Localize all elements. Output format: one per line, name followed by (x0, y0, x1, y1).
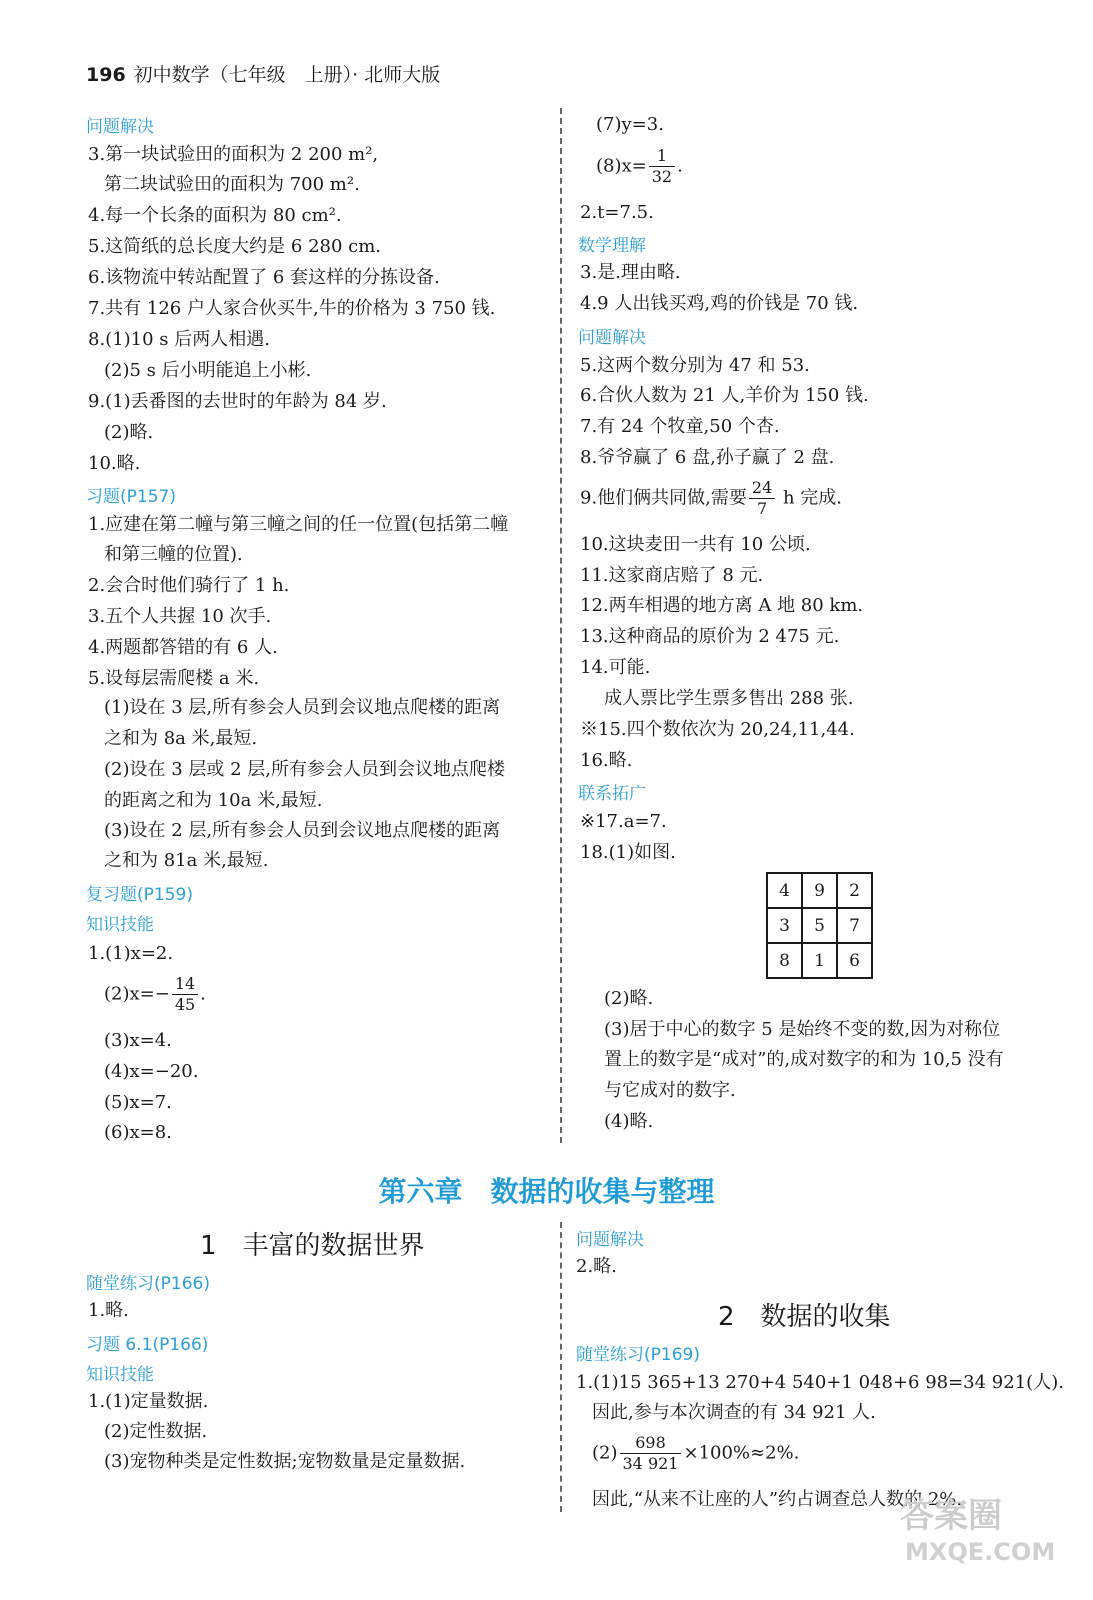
book-title: 初中数学（七年级 上册）· 北师大版 (133, 64, 441, 86)
section-title: 2 数据的收集 (718, 1302, 891, 1332)
expr-text: . (677, 155, 683, 177)
answer-line: 成人票比学生票多售出 288 张. (604, 688, 854, 709)
denominator: 7 (756, 499, 768, 518)
answer-line-fraction (580, 478, 842, 519)
answer-line: 6.该物流中转站配置了 6 套这样的分拣设备. (88, 267, 440, 288)
answer-line: 3.五个人共握 10 次手. (88, 606, 272, 627)
chapter-title: 第六章 数据的收集与整理 (378, 1175, 715, 1208)
magic-square (766, 872, 873, 979)
answer-line: ※17.a=7. (580, 811, 667, 832)
answer-line: 之和为 81a 米,最短. (104, 850, 269, 871)
answer-line: 因此,“从来不让座的人”约占调查总人数的 2%. (592, 1489, 963, 1510)
answer-line: (3)x=4. (104, 1030, 172, 1051)
answer-line: 1.应建在第二幢与第三幢之间的任一位置(包括第二幢 (88, 514, 509, 535)
expr-text: h 完成. (777, 487, 843, 509)
answer-line: 9.(1)丢番图的去世时的年龄为 84 岁. (88, 391, 387, 412)
section-heading: 知识技能 (86, 915, 154, 935)
answer-line: (3)居于中心的数字 5 是始终不变的数,因为对称位 (604, 1019, 1001, 1040)
answer-line: (2)设在 3 层或 2 层,所有参会人员到会议地点爬楼 (104, 759, 506, 780)
expr-text: (8)x= (596, 155, 647, 177)
answer-line: 13.这种商品的原价为 2 475 元. (580, 626, 840, 647)
answer-line: 18.(1)如图. (580, 842, 676, 863)
numerator: 14 (172, 974, 198, 995)
fraction (172, 974, 198, 1015)
magic-square-cell: 4 (767, 873, 802, 908)
answer-line: 和第三幢的位置). (104, 544, 243, 565)
answer-line: 因此,参与本次调查的有 34 921 人. (592, 1402, 876, 1423)
answer-line: (5)x=7. (104, 1092, 172, 1113)
answer-line-fraction (104, 974, 206, 1015)
section-heading: 联系拓广 (578, 784, 646, 804)
denominator: 34 921 (622, 1454, 679, 1473)
answer-line: 8.(1)10 s 后两人相遇. (88, 329, 270, 350)
answer-line: 5.这简纸的总长度大约是 6 280 cm. (88, 236, 382, 257)
answer-line: 14.可能. (580, 657, 651, 678)
magic-square-cell: 8 (767, 943, 802, 978)
numerator: 24 (749, 478, 775, 499)
section-heading: 问题解决 (578, 328, 646, 348)
answer-line: 10.略. (88, 453, 141, 474)
expr-text: ×100%≈2%. (683, 1442, 800, 1464)
magic-square-cell: 1 (802, 943, 837, 978)
answer-line: (1)设在 3 层,所有参会人员到会议地点爬楼的距离 (104, 697, 501, 718)
answer-line-fraction (596, 146, 683, 187)
answer-line: 2.会合时他们骑行了 1 h. (88, 575, 290, 596)
magic-square-cell: 9 (802, 873, 837, 908)
answer-line: 7.共有 126 户人家合伙买牛,牛的价格为 3 750 钱. (88, 298, 496, 319)
section-heading: 随堂练习(P166) (86, 1274, 210, 1294)
answer-line: (3)宠物种类是定性数据;宠物数量是定量数据. (104, 1451, 466, 1472)
answer-line: 1.略. (88, 1300, 129, 1321)
answer-line: 5.这两个数分别为 47 和 53. (580, 355, 810, 376)
watermark-url: MXQE.COM (905, 1538, 1056, 1566)
answer-line: 1.(1)定量数据. (88, 1391, 209, 1412)
answer-line: 4.两题都答错的有 6 人. (88, 637, 278, 658)
column-divider (560, 108, 562, 1143)
numerator: 698 (620, 1433, 682, 1454)
answer-line: 2.t=7.5. (580, 202, 654, 223)
answer-line: (4)略. (604, 1111, 654, 1132)
answer-line-fraction (592, 1433, 799, 1474)
section-heading: 复习题(P159) (86, 885, 193, 905)
section-heading: 问题解决 (86, 117, 154, 137)
answer-line: 5.设每层需爬楼 a 米. (88, 668, 260, 689)
answer-line: 置上的数字是“成对”的,成对数字的和为 10,5 没有 (604, 1049, 1004, 1070)
answer-line: (2)略. (104, 422, 154, 443)
page-number: 196 (86, 64, 126, 86)
answer-line: 4.9 人出钱买鸡,鸡的价钱是 70 钱. (580, 293, 859, 314)
expr-text: 9.他们俩共同做,需要 (580, 487, 747, 509)
section-heading: 随堂练习(P169) (576, 1345, 700, 1365)
watermark-logo: 答案圈 (900, 1496, 1002, 1536)
section-heading: 问题解决 (576, 1230, 644, 1250)
section-heading: 习题(P157) (86, 487, 176, 507)
expr-text: (2) (592, 1442, 618, 1464)
answer-line: (3)设在 2 层,所有参会人员到会议地点爬楼的距离 (104, 820, 501, 841)
answer-line: (4)x=−20. (104, 1061, 199, 1082)
answer-line: 之和为 8a 米,最短. (104, 728, 258, 749)
answer-line: (6)x=8. (104, 1122, 172, 1143)
magic-square-cell: 3 (767, 908, 802, 943)
section-heading: 知识技能 (86, 1365, 154, 1385)
answer-line: 1.(1)15 365+13 270+4 540+1 048+6 98=34 921(人). (576, 1372, 1064, 1393)
numerator: 1 (649, 146, 675, 167)
answer-line: (2)定性数据. (104, 1421, 208, 1442)
section-heading: 数学理解 (578, 236, 646, 256)
magic-square-cell: 5 (802, 908, 837, 943)
answer-line: 7.有 24 个牧童,50 个杏. (580, 416, 780, 437)
section-heading: 习题 6.1(P166) (86, 1335, 209, 1355)
answer-line: 10.这块麦田一共有 10 公顷. (580, 534, 811, 555)
answer-line: 11.这家商店赔了 8 元. (580, 565, 764, 586)
answer-line: 1.(1)x=2. (88, 943, 174, 964)
answer-line: 12.两车相遇的地方离 A 地 80 km. (580, 595, 864, 616)
magic-square-cell: 6 (837, 943, 872, 978)
answer-line: 16.略. (580, 750, 633, 771)
answer-line: 的距离之和为 10a 米,最短. (104, 790, 323, 811)
answer-line: 3.是.理由略. (580, 262, 681, 283)
answer-line: ※15.四个数依次为 20,24,11,44. (580, 719, 855, 740)
answer-line: 2.略. (576, 1256, 617, 1277)
answer-line: (2)5 s 后小明能追上小彬. (104, 360, 312, 381)
expr-text: (2)x=− (104, 983, 170, 1005)
denominator: 32 (651, 167, 673, 186)
fraction (749, 478, 775, 519)
answer-line: 第二块试验田的面积为 700 m². (104, 174, 360, 195)
answer-line: 8.爷爷赢了 6 盘,孙子赢了 2 盘. (580, 447, 835, 468)
answer-line: 3.第一块试验田的面积为 2 200 m², (88, 144, 379, 165)
magic-square-cell: 2 (837, 873, 872, 908)
answer-line: (2)略. (604, 988, 654, 1009)
answer-line: 4.每一个长条的面积为 80 cm². (88, 205, 342, 226)
answer-line: (7)y=3. (596, 114, 664, 135)
fraction (649, 146, 675, 187)
answer-line: 6.合伙人数为 21 人,羊价为 150 钱. (580, 385, 869, 406)
denominator: 45 (174, 995, 196, 1014)
page-header (86, 60, 440, 87)
answer-line: 与它成对的数字. (604, 1080, 736, 1101)
magic-square-cell: 7 (837, 908, 872, 943)
expr-text: . (200, 983, 206, 1005)
fraction (620, 1433, 682, 1474)
section-title: 1 丰富的数据世界 (200, 1231, 425, 1261)
column-divider (560, 1222, 562, 1512)
